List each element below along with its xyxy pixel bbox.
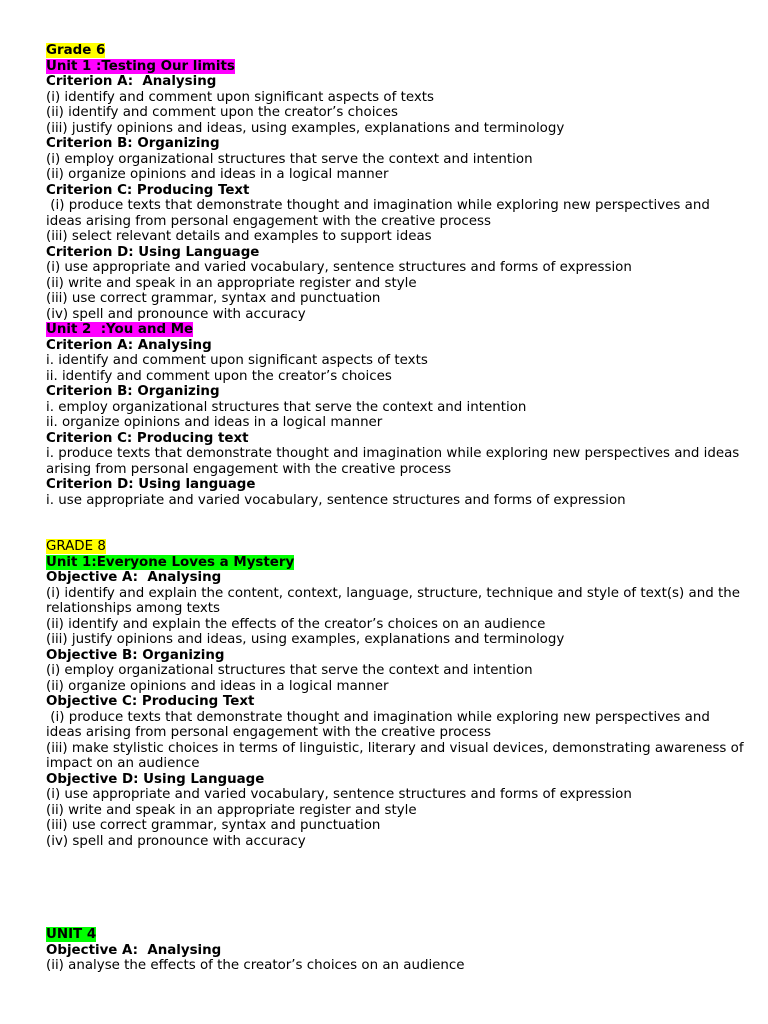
section-spacer	[46, 508, 746, 539]
objective-item: (iii) justify opinions and ideas, using examples, explanations and terminology	[46, 632, 565, 647]
criterion-item: i. use appropriate and varied vocabulary, sentence structures and forms of expression	[46, 492, 626, 508]
criterion-item: (i) use appropriate and varied vocabulary, sentence structures and forms of expression	[46, 260, 632, 275]
criterion-item: i. employ organizational structures that serve the context and intention	[46, 399, 527, 415]
criterion-c-heading: Criterion C: Producing Text	[46, 182, 250, 198]
unit-4-title: UNIT 4	[46, 927, 97, 942]
criterion-item: i. identify and comment upon significant aspects of texts	[46, 353, 428, 368]
objective-c-heading: Objective C: Producing Text	[46, 694, 255, 709]
criterion-item: i. produce texts that demonstrate thought and imagination while exploring new perspectives and ideas arising from personal engagement with the creative process	[46, 446, 744, 477]
criterion-item: (i) employ organizational structures that serve the context and intention	[46, 151, 533, 167]
criterion-item: (i) identify and comment upon significant aspects of texts	[46, 89, 434, 105]
objective-item: (ii) write and speak in an appropriate register and style	[46, 802, 417, 818]
objective-item: (iii) use correct grammar, syntax and punctuation	[46, 818, 381, 833]
criterion-item: (ii) organize opinions and ideas in a logical manner	[46, 167, 389, 182]
objective-item: (i) produce texts that demonstrate thought and imagination while exploring new perspectives and ideas arising from personal engagement with the creative process	[46, 709, 715, 740]
criterion-item: (i) produce texts that demonstrate thought and imagination while exploring new perspectives and ideas arising from personal engagement with the creative process	[46, 198, 715, 229]
objective-d-heading: Objective D: Using Language	[46, 771, 265, 787]
criterion-a-heading: Criterion A: Analysing	[46, 74, 217, 89]
criterion-item: (iii) justify opinions and ideas, using examples, explanations and terminology	[46, 120, 565, 136]
objective-a-heading: Objective A: Analysing	[46, 570, 222, 585]
criterion-d-heading: Criterion D: Using Language	[46, 244, 260, 260]
criterion-item: (ii) write and speak in an appropriate register and style	[46, 275, 417, 291]
criterion-a-heading: Criterion A: Analysing	[46, 337, 212, 353]
grade-6-heading: Grade 6	[46, 43, 106, 58]
unit-1-title: Unit 1 :Testing Our limits	[46, 58, 235, 74]
section-spacer	[46, 849, 746, 927]
criterion-item: ii. organize opinions and ideas in a logical manner	[46, 415, 383, 430]
objective-item: (i) identify and explain the content, context, language, structure, technique and style of text(s) and the relationships among texts	[46, 585, 745, 616]
objective-b-heading: Objective B: Organizing	[46, 647, 225, 663]
objective-item: (iii) make stylistic choices in terms of linguistic, literary and visual devices, demonstrating awareness of impact on an audience	[46, 740, 748, 771]
unit-2-title: Unit 2 :You and Me	[46, 322, 194, 337]
document-body	[46, 43, 746, 974]
objective-item: (ii) identify and explain the effects of the creator’s choices on an audience	[46, 616, 546, 632]
criterion-item: ii. identify and comment upon the creator’s choices	[46, 368, 392, 384]
objective-a-heading: Objective A: Analysing	[46, 942, 222, 958]
criterion-b-heading: Criterion B: Organizing	[46, 136, 220, 151]
criterion-item: (iv) spell and pronounce with accuracy	[46, 306, 306, 322]
objective-item: (ii) analyse the effects of the creator’s choices on an audience	[46, 958, 465, 973]
objective-item: (iv) spell and pronounce with accuracy	[46, 833, 306, 849]
criterion-b-heading: Criterion B: Organizing	[46, 384, 220, 399]
criterion-item: (iii) use correct grammar, syntax and punctuation	[46, 291, 381, 306]
criterion-item: (ii) identify and comment upon the creator’s choices	[46, 105, 398, 120]
objective-item: (i) use appropriate and varied vocabulary, sentence structures and forms of expression	[46, 787, 632, 802]
objective-item: (ii) organize opinions and ideas in a logical manner	[46, 678, 389, 694]
unit-1-title: Unit 1:Everyone Loves a Mystery	[46, 554, 295, 570]
criterion-d-heading: Criterion D: Using language	[46, 477, 256, 492]
criterion-c-heading: Criterion C: Producing text	[46, 430, 249, 446]
grade-6-section	[46, 43, 746, 508]
objective-item: (i) employ organizational structures that serve the context and intention	[46, 663, 533, 678]
criterion-item: (iii) select relevant details and examples to support ideas	[46, 229, 432, 244]
grade-8-heading: GRADE 8	[46, 539, 106, 554]
grade-8-section	[46, 539, 746, 974]
